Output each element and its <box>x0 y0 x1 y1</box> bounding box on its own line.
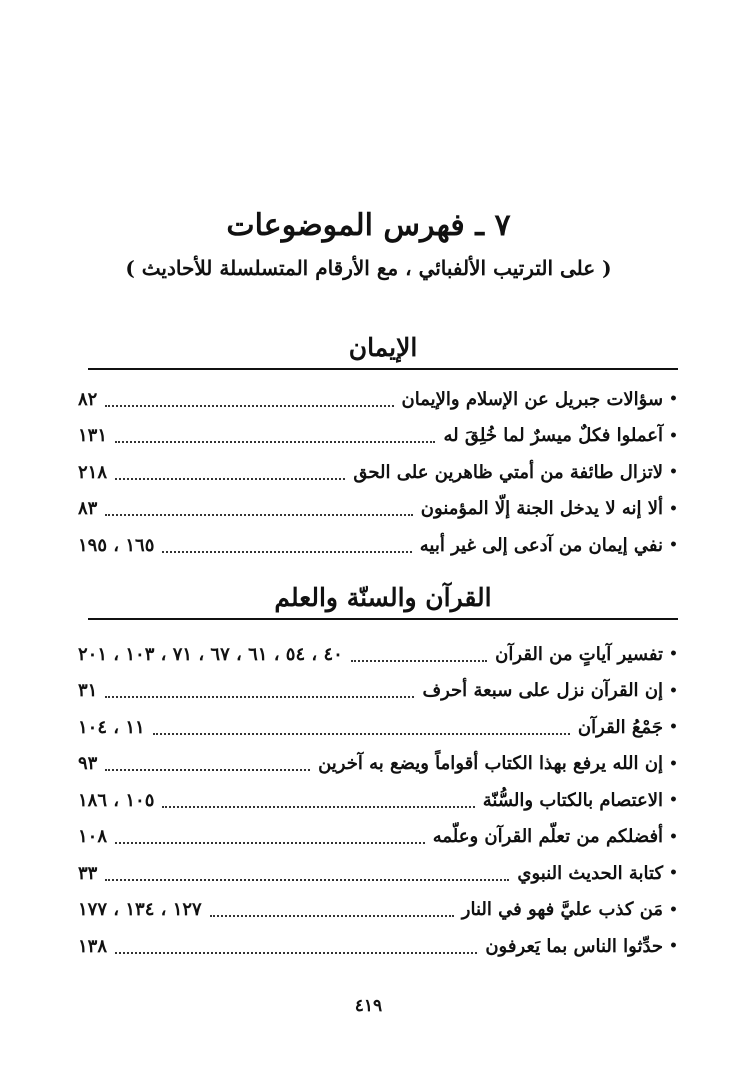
entry-topic: جَمْعُ القرآن <box>577 716 664 738</box>
bullet-icon: • <box>669 500 678 517</box>
entry-refs: ١٦٥ ، ١٩٥ <box>78 534 155 556</box>
entry-topic: ألا إنه لا يدخل الجنة إلّا المؤمنون <box>420 498 664 520</box>
bullet-icon: • <box>669 792 678 809</box>
index-title: ٧ ـ فهرس الموضوعات <box>226 208 511 243</box>
bullet-icon: • <box>669 719 678 736</box>
index-subtitle: ( على الترتيب الألفبائي ، مع الأرقام المتسلسلة للأحاديث ) <box>125 256 612 280</box>
leader-dots <box>105 695 414 698</box>
entry-refs: ١٣١ <box>78 425 108 447</box>
entry-refs: ٣١ <box>78 680 98 702</box>
leader-dots <box>105 878 509 881</box>
section-heading-iman: الإيمان <box>88 328 678 370</box>
entry-refs: ٨٣ <box>78 498 98 520</box>
index-entry <box>78 381 678 418</box>
bullet-icon: • <box>669 828 678 845</box>
index-entry <box>78 855 678 892</box>
entry-refs: ٤٠ ، ٥٤ ، ٦١ ، ٦٧ ، ٧١ ، ١٠٣ ، ٢٠١ <box>78 643 343 665</box>
leader-dots <box>105 404 393 407</box>
leader-dots <box>105 768 310 771</box>
index-entry <box>78 819 678 856</box>
entry-topic: آعملوا فكلٌ ميسرٌ لما خُلِقَ له <box>443 425 664 447</box>
bullet-icon: • <box>669 464 678 481</box>
index-entry <box>78 928 678 965</box>
leader-dots <box>115 841 425 844</box>
leader-dots <box>105 513 412 516</box>
leader-dots <box>115 440 435 443</box>
section-entries-quran-sunnah <box>78 636 678 965</box>
entry-refs: ١٢٧ ، ١٣٤ ، ١٧٧ <box>78 899 202 921</box>
entry-topic: كتابة الحديث النبوي <box>517 862 664 884</box>
section-entries-iman <box>78 381 678 564</box>
entry-refs: ١٠٨ <box>78 826 108 848</box>
leader-dots <box>210 914 454 917</box>
leader-dots <box>115 477 345 480</box>
entry-topic: مَن كذب عليَّ فهو في النار <box>461 899 664 921</box>
bullet-icon: • <box>669 755 678 772</box>
entry-refs: ٢١٨ <box>78 461 108 483</box>
entry-refs: ٩٣ <box>78 753 98 775</box>
entry-refs: ٣٣ <box>78 862 98 884</box>
index-entry <box>78 527 678 564</box>
entry-refs: ١٠٥ ، ١٨٦ <box>78 789 155 811</box>
bullet-icon: • <box>669 646 678 663</box>
index-entry <box>78 709 678 746</box>
entry-topic: أفضلكم من تعلّم القرآن وعلّمه <box>432 826 664 848</box>
index-entry <box>78 491 678 528</box>
entry-topic: الاعتصام بالكتاب والسُّنّة <box>482 789 664 811</box>
entry-refs: ١٣٨ <box>78 935 108 957</box>
bullet-icon: • <box>669 938 678 955</box>
leader-dots <box>162 805 474 808</box>
bullet-icon: • <box>669 865 678 882</box>
index-entry <box>78 418 678 455</box>
leader-dots <box>351 659 487 662</box>
entry-topic: حدِّثوا الناس بما يَعرفون <box>485 935 664 957</box>
entry-topic: سؤالات جبريل عن الإسلام والإيمان <box>401 388 664 410</box>
bullet-icon: • <box>669 682 678 699</box>
index-entry <box>78 673 678 710</box>
index-entry <box>78 636 678 673</box>
bullet-icon: • <box>669 427 678 444</box>
index-entry <box>78 746 678 783</box>
index-entry <box>78 782 678 819</box>
bullet-icon: • <box>669 537 678 554</box>
entry-topic: تفسير آياتٍ من القرآن <box>495 643 664 665</box>
leader-dots <box>153 732 570 735</box>
bullet-icon: • <box>669 391 678 408</box>
page-number: ٤١٩ <box>354 996 383 1016</box>
entry-topic: لاتزال طائفة من أمتي ظاهرين على الحق <box>353 461 664 483</box>
entry-topic: نفي إيمان من آدعى إلى غير أبيه <box>419 534 664 556</box>
index-entry <box>78 454 678 491</box>
index-entry <box>78 892 678 929</box>
entry-refs: ٨٢ <box>78 388 98 410</box>
section-heading-quran-sunnah: القرآن والسنّة والعلم <box>88 578 678 620</box>
entry-refs: ١١ ، ١٠٤ <box>78 716 145 738</box>
leader-dots <box>162 550 411 553</box>
leader-dots <box>115 951 477 954</box>
entry-topic: إن القرآن نزل على سبعة أحرف <box>422 680 664 702</box>
bullet-icon: • <box>669 901 678 918</box>
entry-topic: إن الله يرفع بهذا الكتاب أقواماً ويضع به آخرين <box>318 753 664 775</box>
